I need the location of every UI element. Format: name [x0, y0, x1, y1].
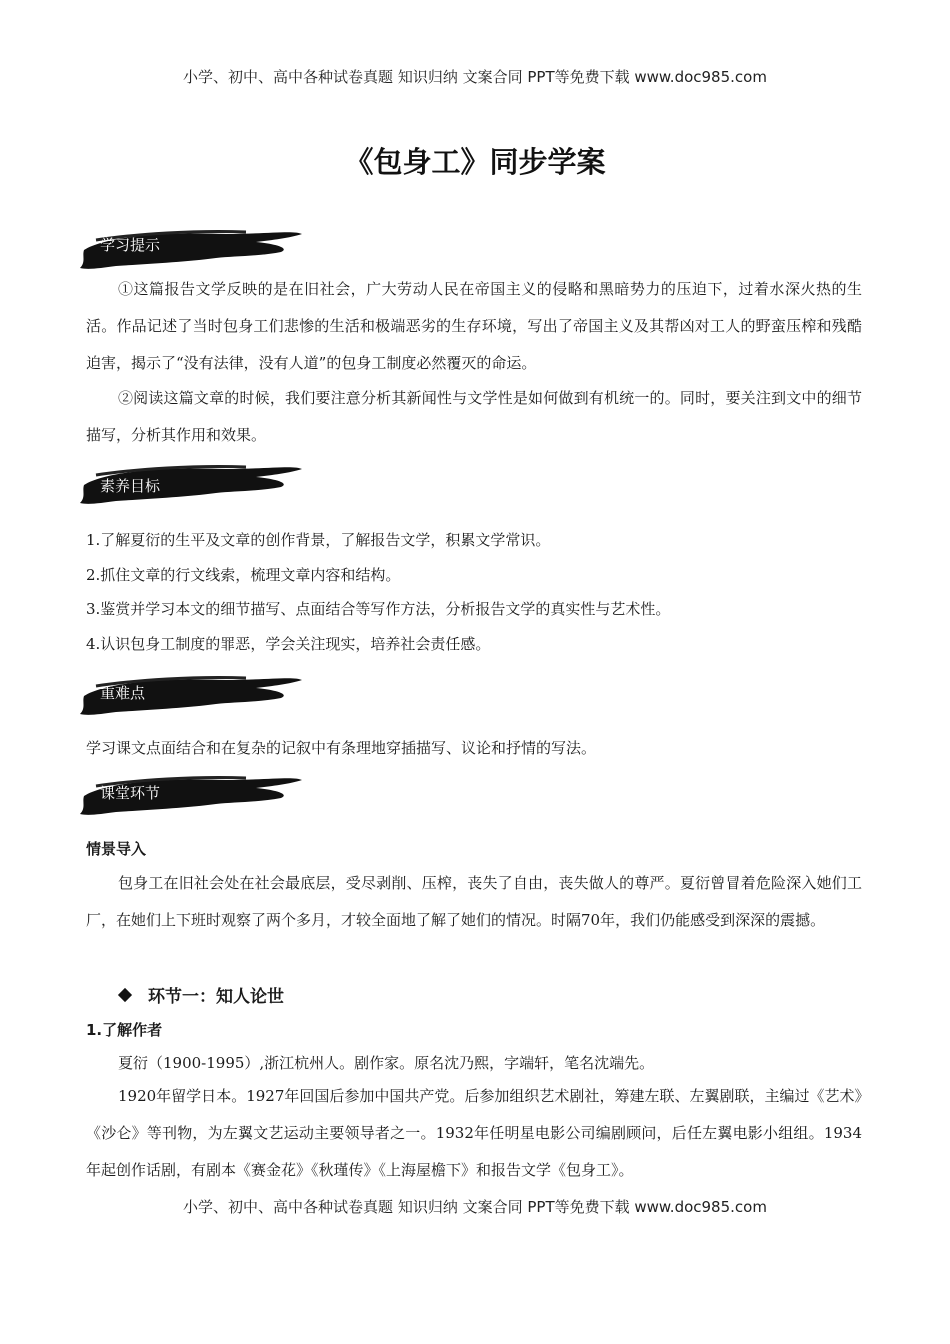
goal-item: 4.认识包身工制度的罪恶，学会关注现实，培养社会责任感。 — [86, 635, 491, 653]
key-points-text: 学习课文点面结合和在复杂的记叙中有条理地穿插描写、议论和抒情的写法。 — [86, 739, 597, 757]
goal-item: 1.了解夏衍的生平及文章的创作背景，了解报告文学，积累文学常识。 — [86, 531, 551, 549]
section-heading-label: 重难点 — [100, 684, 146, 702]
tips-paragraph-2: ②阅读这篇文章的时候，我们要注意分析其新闻性与文学性是如何做到有机统一的。同时，要关注到文中的细节描写，分析其作用和效果。 — [86, 389, 862, 444]
step-one-heading — [120, 982, 284, 1007]
author-paragraph-1: 夏衍（1900-1995）,浙江杭州人。剧作家。原名沈乃熙，字端轩，笔名沈端先。 — [118, 1054, 655, 1072]
page-footer: 小学、初中、高中各种试卷真题 知识归纳 文案合同 PPT等免费下载 www.doc985.com — [183, 1198, 767, 1216]
author-subheading: 1.了解作者 — [86, 1021, 163, 1039]
author-paragraph-2: 1920年留学日本。1927年回国后参加中国共产党。后参加组织艺术剧社，筹建左联、左翼剧联，主编过《艺术》《沙仑》等刊物，为左翼文艺运动主要领导者之一。1932年任明星电影公司编剧顾问，后任左翼电影小组组。1934年起创作话剧，有剧本《赛金花》《秋瑾传》《上海屋檐下》和报告文学《包身工》。 — [86, 1087, 862, 1179]
section-heading-label: 素养目标 — [100, 477, 161, 495]
section-heading-key-points — [76, 674, 306, 718]
section-heading-class — [76, 774, 306, 818]
section-heading-tips — [76, 228, 306, 272]
section-heading-label: 课堂环节 — [100, 784, 161, 802]
page-title: 《包身工》同步学案 — [344, 145, 606, 179]
intro-paragraph: 包身工在旧社会处在社会最底层，受尽剥削、压榨，丧失了自由，丧失做人的尊严。夏衍曾冒着危险深入她们工厂，在她们上下班时观察了两个多月，才较全面地了解了她们的情况。时隔70年，我们仍能感受到深深的震撼。 — [86, 874, 862, 929]
intro-title: 情景导入 — [86, 840, 147, 858]
diamond-bullet-icon — [118, 988, 132, 1002]
section-heading-label: 学习提示 — [100, 236, 161, 254]
section-heading-goals — [76, 463, 306, 507]
goal-item: 3.鉴赏并学习本文的细节描写、点面结合等写作方法，分析报告文学的真实性与艺术性。 — [86, 600, 671, 618]
page-header: 小学、初中、高中各种试卷真题 知识归纳 文案合同 PPT等免费下载 www.doc985.com — [183, 68, 767, 86]
step-one-label: 环节一：知人论世 — [148, 987, 284, 1007]
tips-paragraph-1: ①这篇报告文学反映的是在旧社会，广大劳动人民在帝国主义的侵略和黑暗势力的压迫下，过着水深火热的生活。作品记述了当时包身工们悲惨的生活和极端恶劣的生存环境，写出了帝国主义及其帮凶对工人的野蛮压榨和残酷迫害，揭示了“没有法律，没有人道”的包身工制度必然覆灭的命运。 — [86, 280, 862, 372]
goal-item: 2.抓住文章的行文线索，梳理文章内容和结构。 — [86, 566, 401, 584]
